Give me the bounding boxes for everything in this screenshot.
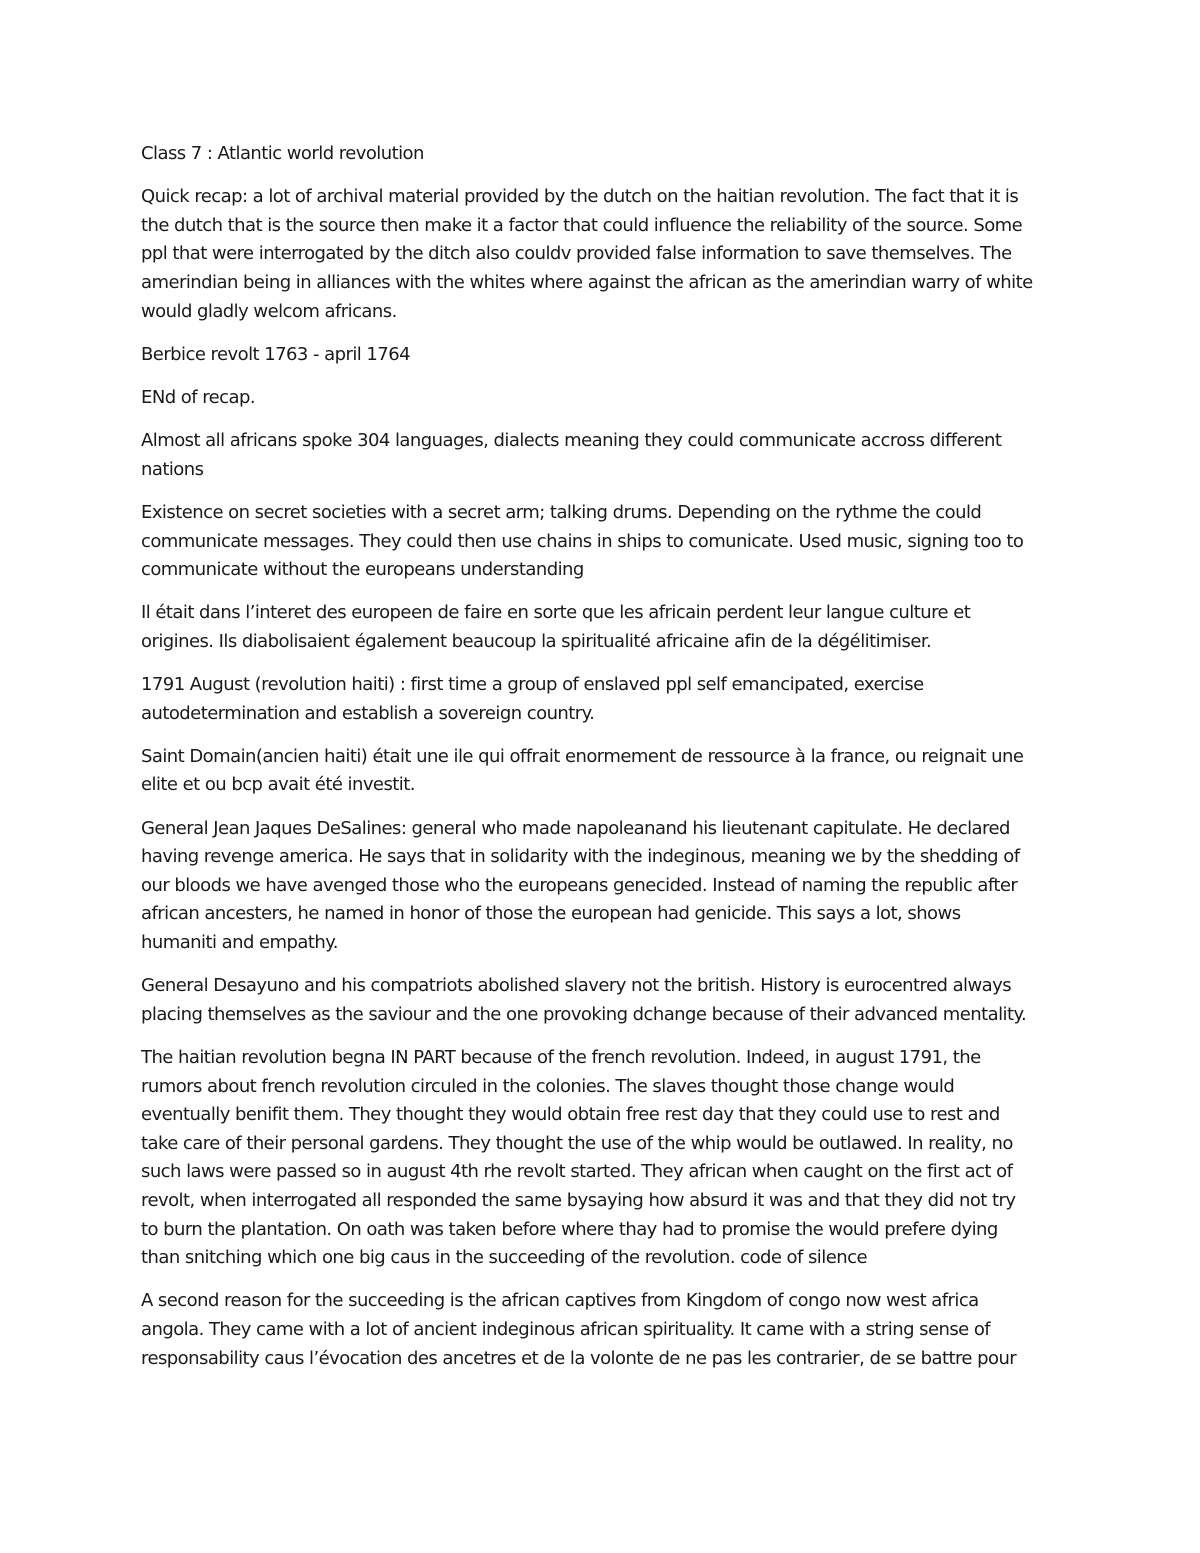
paragraph bbox=[141, 499, 1063, 585]
text-line: communicate without the europeans understanding bbox=[141, 559, 584, 581]
text-line: the dutch that is the source then make it a factor that could influence the reliability of the source. Some bbox=[141, 214, 1023, 236]
text-line: than snitching which one big caus in the succeeding of the revolution. code of silence bbox=[141, 1247, 867, 1269]
text-line: revolt, when interrogated all responded the same bysaying how absurd it was and that they did not try bbox=[141, 1189, 1016, 1211]
text-line: having revenge america. He says that in solidarity with the indeginous, meaning we by the shedding of bbox=[141, 846, 1020, 868]
paragraph bbox=[141, 671, 1063, 728]
text-line: Existence on secret societies with a secret arm; talking drums. Depending on the rythme the could bbox=[141, 501, 982, 523]
text-line: angola. They came with a lot of ancient indeginous african spirituality. It came with a string sense of bbox=[141, 1318, 991, 1340]
paragraph bbox=[141, 815, 1063, 958]
text-line: General Desayuno and his compatriots abolished slavery not the british. History is eurocentred always bbox=[141, 975, 1012, 997]
text-line: ppl that were interrogated by the ditch also couldv provided false information to save themselves. The bbox=[141, 243, 1012, 265]
text-line: nations bbox=[141, 458, 204, 480]
text-line: ENd of recap. bbox=[141, 386, 256, 408]
text-line: to burn the plantation. On oath was taken before where thay had to promise the would prefere dying bbox=[141, 1218, 998, 1240]
paragraph bbox=[141, 427, 1063, 484]
text-line: placing themselves as the saviour and the one provoking dchange because of their advanced mentality. bbox=[141, 1003, 1027, 1025]
paragraph bbox=[141, 341, 1063, 370]
text-line: communicate messages. They could then use chains in ships to comunicate. Used music, signing too to bbox=[141, 530, 1024, 552]
text-line: our bloods we have avenged those who the europeans genecided. Instead of naming the republic after bbox=[141, 874, 1018, 896]
text-line: A second reason for the succeeding is the african captives from Kingdom of congo now west africa bbox=[141, 1290, 979, 1312]
paragraph bbox=[141, 972, 1063, 1029]
text-line: elite et ou bcp avait été investit. bbox=[141, 774, 415, 796]
paragraph bbox=[141, 384, 1063, 413]
text-line: The haitian revolution begna IN PART because of the french revolution. Indeed, in august 1791, the bbox=[141, 1046, 981, 1068]
text-line: Berbice revolt 1763 - april 1764 bbox=[141, 343, 411, 365]
text-line: Quick recap: a lot of archival material provided by the dutch on the haitian revolution. The fact that it is bbox=[141, 186, 1019, 208]
text-line: such laws were passed so in august 4th rhe revolt started. They african when caught on the first act of bbox=[141, 1161, 1013, 1183]
document-body bbox=[141, 140, 1063, 1388]
text-line: 1791 August (revolution haiti) : first time a group of enslaved ppl self emancipated, exercise bbox=[141, 674, 924, 696]
text-line: Class 7 : Atlantic world revolution bbox=[141, 143, 424, 164]
paragraph bbox=[141, 183, 1063, 326]
paragraph bbox=[141, 743, 1063, 800]
text-line: african ancesters, he named in honor of those the european had genicide. This says a lot, shows bbox=[141, 903, 961, 925]
text-line: humaniti and empathy. bbox=[141, 932, 338, 953]
text-line: General Jean Jaques DeSalines: general who made napoleanand his lieutenant capitulate. He declared bbox=[141, 817, 1010, 839]
text-line: Il était dans l’interet des europeen de faire en sorte que les africain perdent leur langue culture et bbox=[141, 602, 971, 624]
text-line: take care of their personal gardens. They thought the use of the whip would be outlawed. In reality, no bbox=[141, 1132, 1013, 1154]
paragraph bbox=[141, 1287, 1063, 1373]
paragraph bbox=[141, 1044, 1063, 1273]
text-line: responsability caus l’évocation des ancetres et de la volonte de ne pas les contrarier, de se battre pour bbox=[141, 1347, 1017, 1369]
paragraph bbox=[141, 599, 1063, 656]
text-line: origines. Ils diabolisaient également beaucoup la spiritualité africaine afin de la dégélitimiser. bbox=[141, 630, 932, 652]
text-line: amerindian being in alliances with the whites where against the african as the amerindian warry of white bbox=[141, 271, 1033, 293]
document-title bbox=[141, 140, 1063, 169]
text-line: autodetermination and establish a sovereign country. bbox=[141, 702, 595, 724]
text-line: would gladly welcom africans. bbox=[141, 300, 397, 322]
text-line: Saint Domain(ancien haiti) était une ile qui offrait enormement de ressource à la france, ou reignait une bbox=[141, 745, 1024, 767]
text-line: Almost all africans spoke 304 languages, dialects meaning they could communicate accross different bbox=[141, 430, 1002, 452]
text-line: rumors about french revolution circuled in the colonies. The slaves thought those change would bbox=[141, 1075, 955, 1097]
text-line: eventually benifit them. They thought they would obtain free rest day that they could use to rest and bbox=[141, 1104, 1000, 1126]
